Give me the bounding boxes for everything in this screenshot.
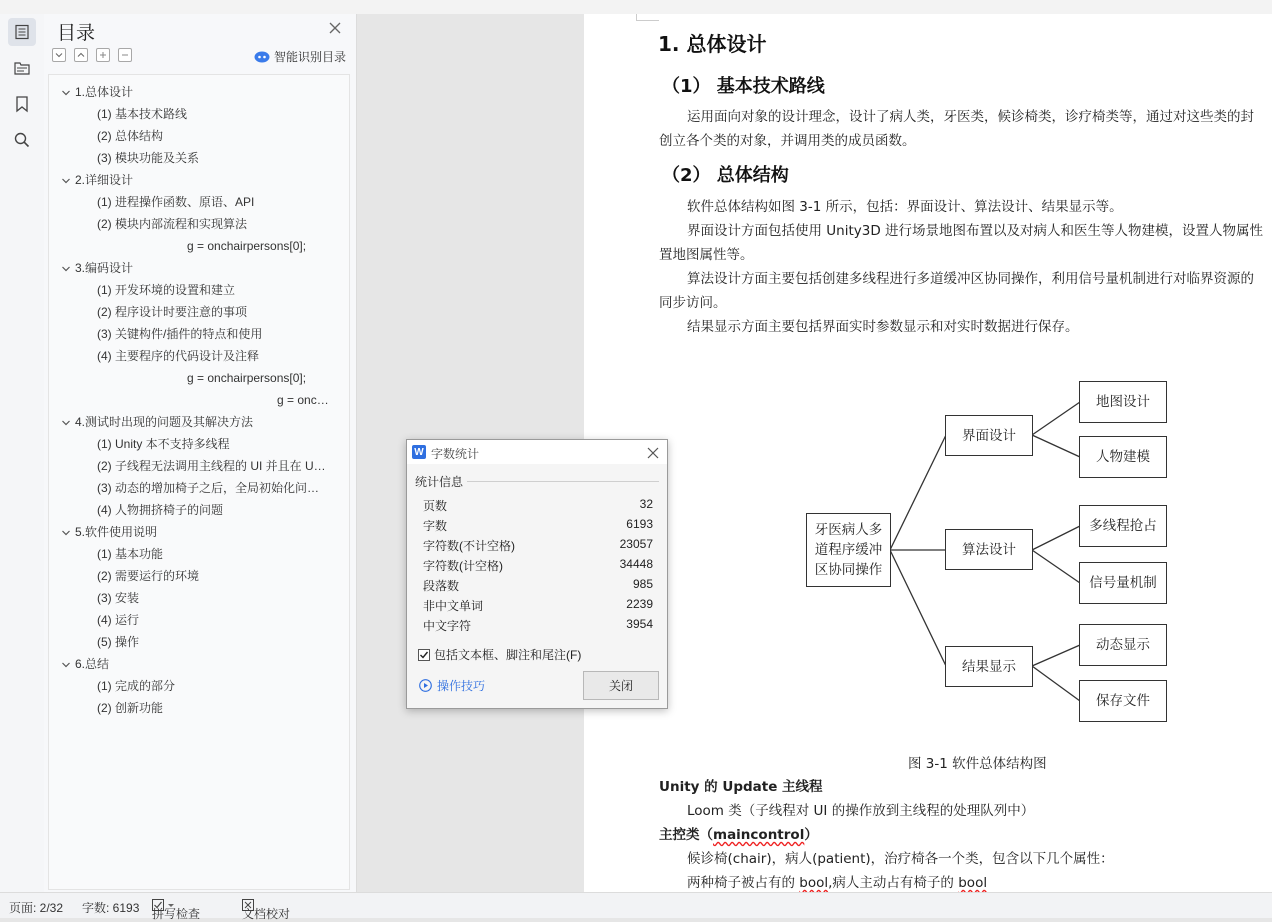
toc-label: (4) 人物拥挤椅子的问题: [97, 503, 224, 517]
toc-label: (2) 子线程无法调用主线程的 UI 并且在 U…: [97, 459, 326, 473]
paragraph-5: 结果显示方面主要包括界面实时参数显示和对实时数据进行保存。: [687, 319, 1079, 335]
toc-item[interactable]: [97, 499, 223, 521]
toc-item[interactable]: [97, 191, 254, 213]
toc-label: 1.总体设计: [75, 85, 134, 99]
toc-label: (2) 创新功能: [97, 701, 164, 715]
toc-label: 6.总结: [75, 657, 110, 671]
close-icon[interactable]: [327, 20, 343, 36]
toc-item[interactable]: [97, 301, 247, 323]
stat-label: 段落数: [423, 579, 460, 593]
bool-word-2: bool: [958, 875, 988, 891]
toc-chapter[interactable]: [61, 169, 133, 191]
structure-diagram-lines: [584, 14, 1272, 754]
toc-chapter[interactable]: [61, 257, 133, 279]
unity-update-line: Unity 的 Update 主线程: [659, 779, 823, 795]
toc-label: (2) 模块内部流程和实现算法: [97, 217, 248, 231]
stat-value: 23057: [619, 537, 653, 551]
section-divider: [467, 481, 659, 482]
toc-label: 3.编码设计: [75, 261, 134, 275]
toc-item[interactable]: [187, 367, 306, 389]
stat-value: 32: [639, 497, 653, 511]
close-button[interactable]: 关闭: [583, 671, 659, 700]
toc-label: (1) 基本技术路线: [97, 107, 188, 121]
heading-1: 1. 总体设计: [658, 32, 767, 56]
include-textbox-checkbox[interactable]: [418, 646, 581, 663]
diagram-algorithm-box: 算法设计: [945, 529, 1033, 570]
root-line-2: 道程序缓冲: [814, 542, 883, 558]
close-icon[interactable]: [647, 446, 659, 458]
root-line-1: 牙医病人多: [814, 522, 883, 538]
toc-item[interactable]: [97, 697, 163, 719]
maincontrol-line: [659, 823, 818, 847]
chair-line: 候诊椅(chair)，病人(patient)，治疗椅各一个类，包含以下几个属性：: [687, 851, 1114, 867]
bool-line-a: 两种椅子被占有的: [687, 875, 800, 891]
smart-icon: [254, 51, 270, 63]
toc-icon[interactable]: [8, 18, 36, 46]
chevron-down-icon[interactable]: [61, 418, 71, 428]
toc-label: (3) 安装: [97, 591, 140, 605]
proofread-label: 文档校对: [242, 907, 291, 921]
maincontrol-suffix: ）: [804, 827, 818, 843]
collapse-icon[interactable]: [74, 48, 88, 62]
toc-label: (5) 操作: [97, 635, 140, 649]
checkbox-checked-icon[interactable]: [418, 649, 430, 661]
toc-label: (4) 主要程序的代码设计及注释: [97, 349, 260, 363]
toc-label: (3) 关键构件/插件的特点和使用: [97, 327, 263, 341]
stat-row: [423, 594, 653, 614]
toc-toolbar: [52, 48, 132, 64]
toc-chapter[interactable]: [61, 81, 133, 103]
chevron-down-icon[interactable]: [61, 176, 71, 186]
toc-label: g = onchairpersons[0];: [187, 239, 307, 253]
stat-value: 985: [632, 577, 653, 591]
toc-item[interactable]: [97, 147, 199, 169]
toc-chapter[interactable]: [61, 411, 253, 433]
document-page[interactable]: [584, 14, 1272, 892]
dialog-body: [407, 464, 667, 708]
diagram-root-box: [806, 513, 891, 587]
diagram-ui-design-box: 界面设计: [945, 415, 1033, 456]
toc-item[interactable]: [97, 587, 139, 609]
nav-rail: [0, 14, 45, 892]
toc-label: (1) 基本功能: [97, 547, 164, 561]
toc-label: (2) 程序设计时要注意的事项: [97, 305, 248, 319]
stat-value: 3954: [626, 617, 653, 631]
word-count-dialog[interactable]: [406, 439, 668, 709]
search-icon[interactable]: [8, 126, 36, 154]
status-words[interactable]: 字数: 6193: [82, 901, 140, 915]
toc-label: (1) Unity 本不支持多线程: [97, 437, 230, 451]
diagram-semaphore-box: 信号量机制: [1079, 562, 1167, 604]
status-page[interactable]: 页面: 2/32: [9, 901, 64, 915]
toc-item[interactable]: [97, 631, 139, 653]
dialog-titlebar[interactable]: [407, 440, 667, 465]
toc-label: 4.测试时出现的问题及其解决方法: [75, 415, 254, 429]
status-bar: [0, 892, 1272, 921]
stat-row: [423, 614, 653, 634]
paragraph-1-line-2: 创立各个类的对象，并调用类的成员函数。: [659, 133, 916, 149]
stat-label: 非中文单词: [423, 599, 484, 613]
toc-label: 2.详细设计: [75, 173, 134, 187]
diagram-dynamic-box: 动态显示: [1079, 624, 1167, 666]
checkbox-label: 包括文本框、脚注和尾注(F): [434, 648, 582, 662]
toc-label: g = onc…: [277, 393, 329, 407]
paragraph-4-line-2: 同步访问。: [659, 295, 727, 311]
stats-section-title: 统计信息: [415, 475, 464, 489]
bool-line: [687, 871, 987, 892]
toc-label: (3) 模块功能及关系: [97, 151, 200, 165]
toc-label: 5.软件使用说明: [75, 525, 158, 539]
remove-icon[interactable]: [118, 48, 132, 62]
proofread-button[interactable]: [242, 899, 291, 921]
heading-2-structure: （2） 总体结构: [662, 165, 789, 186]
diagram-result-box: 结果显示: [945, 646, 1033, 687]
toc-label: (3) 动态的增加椅子之后，全局初始化问…: [97, 481, 320, 495]
play-icon: [419, 679, 432, 692]
figure-caption: 图 3-1 软件总体结构图: [908, 756, 1047, 772]
bookmark-icon[interactable]: [8, 90, 36, 118]
root-line-3: 区协同操作: [814, 562, 883, 578]
toc-item[interactable]: [97, 103, 187, 125]
diagram-model-box: 人物建模: [1079, 436, 1167, 478]
toc-tree: [48, 74, 350, 890]
toc-item[interactable]: [97, 125, 163, 147]
smart-label: 智能识别目录: [274, 50, 347, 64]
toc-label: (2) 需要运行的环境: [97, 569, 200, 583]
chevron-down-icon[interactable]: [61, 88, 71, 98]
expand-icon[interactable]: [52, 48, 66, 62]
toc-item[interactable]: [97, 477, 319, 499]
stat-row: [423, 554, 653, 574]
bool-word-1: bool: [799, 875, 829, 891]
paragraph-2: 软件总体结构如图 3-1 所示，包括：界面设计、算法设计、结果显示等。: [687, 199, 1123, 215]
toc-item[interactable]: [97, 345, 259, 367]
toc-chapter[interactable]: [61, 653, 109, 675]
paragraph-1-line-1: 运用面向对象的设计理念，设计了病人类，牙医类，候诊椅类，诊疗椅类等，通过对这些类的封: [687, 109, 1254, 125]
tips-link[interactable]: [419, 677, 485, 694]
toc-chapter[interactable]: [61, 521, 157, 543]
paragraph-4-line-1: 算法设计方面主要包括创建多线程进行多道缓冲区协同操作，利用信号量机制进行对临界资源的: [687, 271, 1254, 287]
toc-item[interactable]: [97, 565, 199, 587]
toc-label: (1) 进程操作函数、原语、API: [97, 195, 255, 209]
toc-label: (1) 开发环境的设置和建立: [97, 283, 236, 297]
chevron-down-icon[interactable]: [61, 528, 71, 538]
dialog-title: 字数统计: [431, 447, 480, 461]
toc-panel: [44, 14, 357, 892]
diagram-thread-box: 多线程抢占: [1079, 505, 1167, 547]
toc-item[interactable]: [97, 675, 175, 697]
nav-pane-icon[interactable]: [8, 54, 36, 82]
toc-item[interactable]: [97, 455, 326, 477]
toc-item[interactable]: [97, 323, 262, 345]
stat-row: [423, 534, 653, 554]
maincontrol-prefix: 主控类（: [659, 827, 713, 843]
stat-row: [423, 494, 653, 514]
wps-logo-icon: W: [412, 445, 426, 459]
toc-item[interactable]: [187, 235, 306, 257]
toc-item[interactable]: [97, 543, 163, 565]
top-strip: [0, 0, 1272, 15]
toc-item[interactable]: [97, 609, 139, 631]
stat-label: 字符数(不计空格): [423, 539, 515, 553]
stat-label: 字符数(计空格): [423, 559, 503, 573]
loom-line: Loom 类（子线程对 UI 的操作放到主线程的处理队列中）: [687, 803, 1035, 819]
paragraph-3-line-1: 界面设计方面包括使用 Unity3D 进行场景地图布置以及对病人和医生等人物建模，设置人物属性: [687, 223, 1264, 239]
paragraph-3-line-2: 置地图属性等。: [659, 247, 754, 263]
chevron-down-icon[interactable]: [61, 264, 71, 274]
diagram-save-box: 保存文件: [1079, 680, 1167, 722]
toc-label: (2) 总体结构: [97, 129, 164, 143]
toc-label: (1) 完成的部分: [97, 679, 176, 693]
tips-label: 操作技巧: [437, 679, 486, 693]
toc-title: 目录: [57, 23, 96, 44]
toc-label: g = onchairpersons[0];: [187, 371, 307, 385]
stat-label: 中文字符: [423, 619, 472, 633]
stat-value: 6193: [626, 517, 653, 531]
stat-label: 字数: [423, 519, 448, 533]
stat-label: 页数: [423, 499, 448, 513]
stat-row: [423, 514, 653, 534]
toc-label: (4) 运行: [97, 613, 140, 627]
toc-item[interactable]: [97, 213, 247, 235]
smart-toc-button[interactable]: [254, 48, 346, 65]
toc-item[interactable]: [277, 389, 329, 411]
chevron-down-icon[interactable]: [61, 660, 71, 670]
stat-value: 2239: [626, 597, 653, 611]
diagram-map-box: 地图设计: [1079, 381, 1167, 423]
spell-check-button[interactable]: [152, 899, 201, 921]
add-icon[interactable]: [96, 48, 110, 62]
maincontrol-word: maincontrol: [713, 827, 805, 843]
stat-value: 34448: [619, 557, 653, 571]
spell-label: 拼写检查: [152, 907, 201, 921]
toc-item[interactable]: [97, 433, 230, 455]
bool-line-b: ,病人主动占有椅子的: [828, 875, 959, 891]
toc-item[interactable]: [97, 279, 235, 301]
stat-row: [423, 574, 653, 594]
heading-2-tech-route: （1） 基本技术路线: [662, 76, 825, 97]
